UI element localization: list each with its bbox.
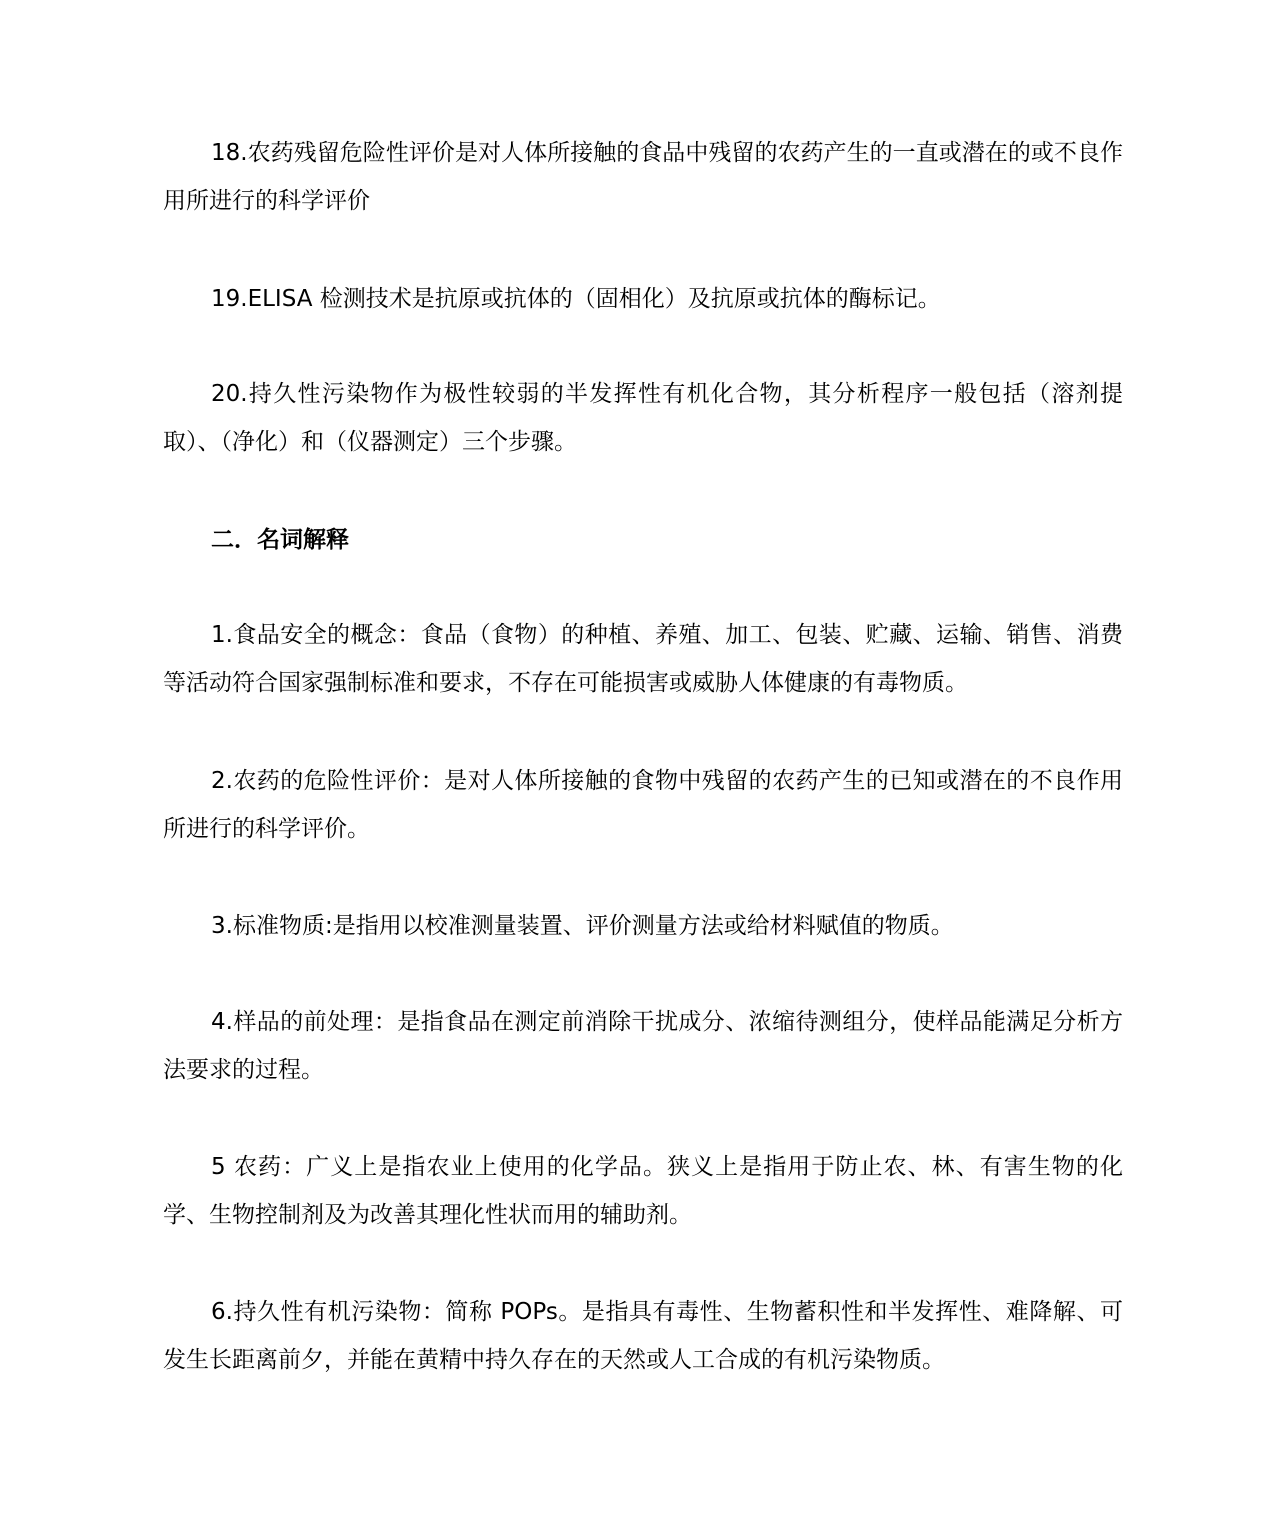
definition-item-4: 4.样品的前处理：是指食品在测定前消除干扰成分、浓缩待测组分，使样品能满足分析方法要求的过程。 <box>163 1009 1123 1083</box>
definition-item-5: 5 农药：广义上是指农业上使用的化学品。狭义上是指用于防止农、林、有害生物的化学、生物控制剂及为改善其理化性状而用的辅助剂。 <box>163 1154 1123 1228</box>
definition-item-1: 1.食品安全的概念：食品（食物）的种植、养殖、加工、包装、贮藏、运输、销售、消费等活动符合国家强制标准和要求，不存在可能损害或威胁人体健康的有毒物质。 <box>163 622 1123 696</box>
fill-blank-item-20: 20.持久性污染物作为极性较弱的半发挥性有机化合物，其分析程序一般包括（溶剂提取）、（净化）和（仪器测定）三个步骤。 <box>163 381 1123 455</box>
fill-blank-item-19: 19.ELISA 检测技术是抗原或抗体的（固相化）及抗原或抗体的酶标记。 <box>211 286 941 312</box>
definition-item-2: 2.农药的危险性评价：是对人体所接触的食物中残留的农药产生的已知或潜在的不良作用所进行的科学评价。 <box>163 768 1123 842</box>
fill-blank-item-18: 18.农药残留危险性评价是对人体所接触的食品中残留的农药产生的一直或潜在的或不良作用所进行的科学评价 <box>163 140 1123 214</box>
section-heading: 二．名词解释 <box>211 527 349 553</box>
definition-item-6: 6.持久性有机污染物：简称 POPs。是指具有毒性、生物蓄积性和半发挥性、难降解、可发生长距离前夕，并能在黄精中持久存在的天然或人工合成的有机污染物质。 <box>163 1299 1123 1373</box>
definition-item-3: 3.标准物质:是指用以校准测量装置、评价测量方法或给材料赋值的物质。 <box>211 913 954 939</box>
